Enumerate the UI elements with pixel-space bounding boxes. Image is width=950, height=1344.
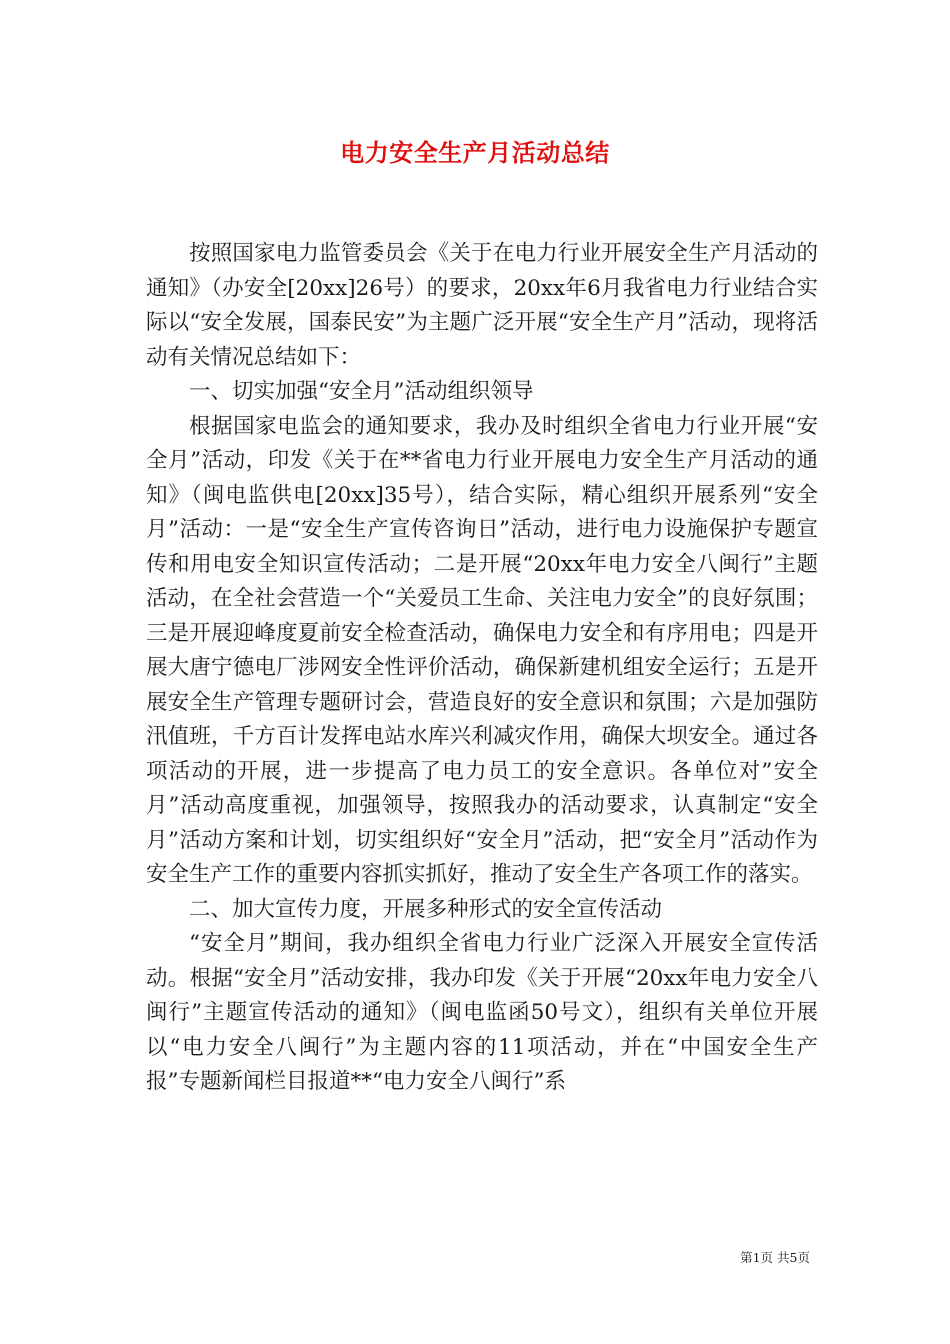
page-number-footer: 第1页 共5页 [740,1250,810,1265]
intro-paragraph: 按照国家电力监管委员会《关于在电力行业开展安全生产月活动的通知》（办安全[20xx]26号）的要求，20xx年6月我省电力行业结合实际以“安全发展，国泰民安”为主题广泛开展“安全生产月”活动，现将活动有关情况总结如下： [146,241,818,370]
section-2-paragraph: “安全月”期间，我办组织全省电力行业广泛深入开展安全宣传活动。根据“安全月”活动安排，我办印发《关于开展“20xx年电力安全八闽行”主题宣传活动的通知》（闽电监函50号文），组织有关单位开展以“电力安全八闽行”为主题内容的11项活动，并在“中国安全生产报”专题新闻栏目报道**“电力安全八闽行”系 [146,931,818,1094]
section-1-paragraph: 根据国家电监会的通知要求，我办及时组织全省电力行业开展“安全月”活动，印发《关于在**省电力行业开展电力安全生产月活动的通知》（闽电监供电[20xx]35号），结合实际，精心组织开展系列“安全月”活动：一是“安全生产宣传咨询日”活动，进行电力设施保护专题宣传和用电安全知识宣传活动；二是开展“20xx年电力安全八闽行”主题活动，在全社会营造一个“关爱员工生命、关注电力安全”的良好氛围；三是开展迎峰度夏前安全检查活动，确保电力安全和有序用电；四是开展大唐宁德电厂涉网安全性评价活动，确保新建机组安全运行；五是开展安全生产管理专题研讨会，营造良好的安全意识和氛围；六是加强防汛值班，千方百计发挥电站水库兴利减灾作用，确保大坝安全。通过各项活动的开展，进一步提高了电力员工的安全意识。各单位对”安全月”活动高度重视，加强领导，按照我办的活动要求，认真制定“安全月”活动方案和计划，切实组织好“安全月”活动，把“安全月”活动作为安全生产工作的重要内容抓实抓好，推动了安全生产各项工作的落实。 [146,413,818,887]
document-title: 电力安全生产月活动总结 [340,138,610,167]
section-heading-1: 一、切实加强“安全月”活动组织领导 [189,379,534,404]
document-body [146,237,818,1100]
section-heading-2: 二、加大宣传力度，开展多种形式的安全宣传活动 [189,896,663,922]
